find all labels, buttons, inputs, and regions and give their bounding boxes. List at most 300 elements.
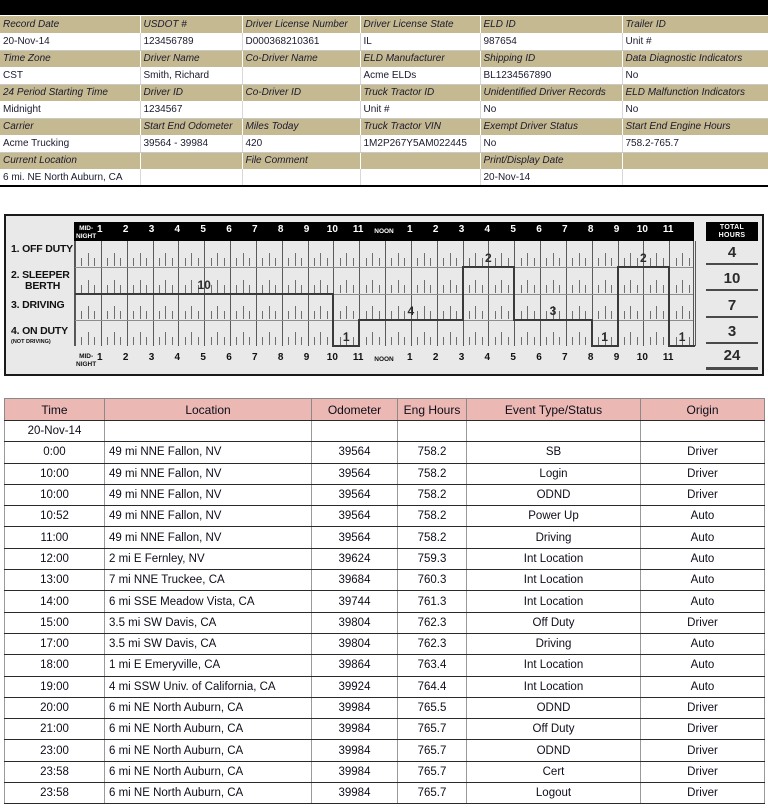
events-cell-eng-hours: 759.3 [398, 548, 467, 569]
grid-quarter-tick [224, 258, 225, 266]
info-value-eld-id: 987654 [480, 33, 622, 50]
duty-status-transition [513, 266, 515, 321]
grid-quarter-tick [133, 258, 134, 266]
events-cell-origin: Driver [641, 761, 765, 782]
top-black-bar [0, 0, 768, 15]
events-cell-eng-hours: 758.2 [398, 463, 467, 484]
grid-quarter-tick [424, 280, 425, 293]
grid-quarter-tick [172, 258, 173, 266]
grid-quarter-tick [327, 337, 328, 345]
events-cell-eng-hours: 765.5 [398, 697, 467, 718]
grid-quarter-tick [288, 337, 289, 345]
grid-quarter-tick [475, 332, 476, 345]
events-cell-eng-hours: 762.3 [398, 612, 467, 633]
grid-quarter-tick [656, 253, 657, 266]
events-cell-location: 3.5 mi SW Davis, CA [105, 633, 312, 654]
grid-quarter-tick [559, 337, 560, 345]
total-hours-rule [706, 342, 758, 344]
grid-quarter-tick [249, 258, 250, 266]
grid-quarter-tick [120, 311, 121, 319]
events-col-location[interactable]: Location [105, 399, 312, 421]
grid-quarter-tick [663, 311, 664, 319]
grid-quarter-tick [379, 311, 380, 319]
grid-quarter-tick [346, 280, 347, 293]
total-hours-line1: TOTAL [719, 223, 745, 231]
grid-quarter-tick [443, 337, 444, 345]
axis-label-midnight-line2: NIGHT [76, 360, 97, 368]
events-date-row-blank [467, 421, 641, 442]
events-cell-eng-hours: 760.3 [398, 570, 467, 591]
events-cell-origin: Driver [641, 783, 765, 804]
info-label-driver-id: Driver ID [140, 84, 242, 101]
info-label-eld-id: ELD ID [480, 16, 622, 33]
grid-quarter-tick [579, 253, 580, 266]
events-date-row [5, 421, 765, 442]
events-col-eng-hours[interactable]: Eng Hours [398, 399, 467, 421]
info-label-eld-malfunction-indicators: ELD Malfunction Indicators [622, 84, 768, 101]
axis-hour-4: 4 [174, 352, 181, 363]
grid-quarter-tick [404, 285, 405, 293]
grid-quarter-tick [269, 253, 270, 266]
info-value-trailer-id: Unit # [622, 33, 768, 50]
duty-status-transition [591, 319, 593, 347]
axis-hour-10: 10 [326, 224, 338, 235]
events-col-origin[interactable]: Origin [641, 399, 765, 421]
events-cell-time: 12:00 [5, 548, 105, 569]
grid-quarter-tick [475, 253, 476, 266]
events-cell-time: 13:00 [5, 570, 105, 591]
axis-hour-13: 1 [407, 352, 413, 363]
table-row[interactable] [5, 506, 765, 527]
events-cell-eng-hours: 764.4 [398, 676, 467, 697]
events-cell-location: 6 mi SSE Meadow Vista, CA [105, 591, 312, 612]
events-cell-location: 2 mi E Fernley, NV [105, 548, 312, 569]
grid-quarter-tick [353, 311, 354, 319]
duty-row-number: 3. [11, 299, 23, 311]
grid-quarter-tick [572, 258, 573, 266]
grid-quarter-tick [107, 337, 108, 345]
grid-quarter-tick [107, 258, 108, 266]
grid-quarter-tick [314, 337, 315, 345]
grid-quarter-tick [585, 337, 586, 345]
grid-quarter-tick [430, 311, 431, 319]
events-cell-odometer: 39864 [312, 655, 398, 676]
grid-quarter-tick [353, 285, 354, 293]
axis-hour-18: 6 [536, 352, 542, 363]
total-hours-sleeper: 10 [723, 270, 741, 287]
events-cell-odometer: 39924 [312, 676, 398, 697]
axis-hour-21: 9 [613, 352, 620, 363]
events-cell-odometer: 39564 [312, 442, 398, 463]
info-value-driver-id: 1234567 [140, 101, 242, 118]
events-cell-origin: Driver [641, 740, 765, 761]
grid-quarter-tick [366, 285, 367, 293]
events-cell-eng-hours: 758.2 [398, 527, 467, 548]
grid-quarter-tick [495, 285, 496, 293]
grid-quarter-tick [450, 253, 451, 266]
grid-quarter-tick [624, 258, 625, 266]
axis-hour-3: 3 [148, 352, 155, 363]
grid-quarter-tick [527, 306, 528, 319]
grid-quarter-tick [527, 332, 528, 345]
info-value-empty [360, 169, 480, 186]
grid-quarter-tick [275, 285, 276, 293]
grid-quarter-tick [288, 311, 289, 319]
grid-quarter-tick [391, 311, 392, 319]
events-cell-eng-hours: 758.2 [398, 484, 467, 505]
axis-hour-8: 8 [277, 224, 284, 235]
grid-quarter-tick [146, 285, 147, 293]
info-value-truck-tractor-vin: 1M2P267Y5AM022445 [360, 135, 480, 152]
grid-quarter-tick [340, 258, 341, 266]
info-label-current-location: Current Location [0, 152, 140, 169]
grid-quarter-tick [185, 285, 186, 293]
grid-quarter-tick [107, 311, 108, 319]
grid-quarter-tick [572, 285, 573, 293]
duty-status-segment-2 [75, 293, 333, 295]
events-cell-odometer: 39624 [312, 548, 398, 569]
grid-quarter-tick [417, 258, 418, 266]
grid-quarter-tick [191, 280, 192, 293]
grid-quarter-tick [443, 258, 444, 266]
grid-quarter-tick [624, 337, 625, 345]
axis-hour-16: 4 [484, 352, 491, 363]
grid-quarter-tick [236, 258, 237, 266]
table-row[interactable] [5, 548, 765, 569]
grid-quarter-tick [559, 311, 560, 319]
grid-quarter-tick [288, 258, 289, 266]
table-row[interactable] [5, 591, 765, 612]
table-row[interactable] [5, 612, 765, 633]
grid-quarter-tick [417, 311, 418, 319]
events-cell-location: 6 mi NE North Auburn, CA [105, 719, 312, 740]
grid-quarter-tick [314, 258, 315, 266]
events-cell-odometer: 39984 [312, 783, 398, 804]
events-cell-time: 10:52 [5, 506, 105, 527]
grid-quarter-tick [185, 311, 186, 319]
grid-quarter-tick [249, 337, 250, 345]
events-cell-origin: Driver [641, 484, 765, 505]
table-row[interactable] [5, 719, 765, 740]
events-cell-eng-hours: 765.7 [398, 719, 467, 740]
grid-quarter-tick [689, 258, 690, 266]
grid-quarter-tick [546, 285, 547, 293]
grid-quarter-tick [456, 258, 457, 266]
info-value-time-zone: CST [0, 67, 140, 84]
info-value-start-end-odometer: 39564 - 39984 [140, 135, 242, 152]
axis-hour-13: 1 [407, 224, 413, 235]
grid-quarter-tick [269, 332, 270, 345]
grid-quarter-tick [630, 306, 631, 319]
events-cell-event: SB [467, 442, 641, 463]
events-cell-event: ODND [467, 740, 641, 761]
events-cell-location: 49 mi NNE Fallon, NV [105, 527, 312, 548]
events-date-row-blank [398, 421, 467, 442]
grid-quarter-tick [656, 280, 657, 293]
events-cell-event: Driving [467, 633, 641, 654]
duty-row-number: 1. [11, 243, 23, 255]
table-row[interactable] [5, 463, 765, 484]
table-row[interactable] [5, 570, 765, 591]
table-row[interactable] [5, 633, 765, 654]
info-label-print-display-date: Print/Display Date [480, 152, 622, 169]
grid-quarter-tick [682, 280, 683, 293]
grid-quarter-tick [585, 311, 586, 319]
events-col-time[interactable]: Time [5, 399, 105, 421]
grid-quarter-tick [172, 285, 173, 293]
events-cell-location: 49 mi NNE Fallon, NV [105, 506, 312, 527]
grid-quarter-tick [656, 306, 657, 319]
info-label-truck-tractor-id: Truck Tractor ID [360, 84, 480, 101]
duty-segment-hours-label: 2 [484, 251, 492, 266]
info-value-co-driver-id [242, 101, 360, 118]
grid-quarter-tick [475, 306, 476, 319]
grid-quarter-tick [159, 311, 160, 319]
grid-quarter-tick [663, 337, 664, 345]
grid-quarter-tick [243, 332, 244, 345]
axis-label-midnight [76, 225, 96, 240]
table-row[interactable] [5, 655, 765, 676]
axis-hour-4: 4 [174, 224, 181, 235]
duty-segment-hours-label: 1 [342, 330, 350, 344]
duty-row-label-sleeper [11, 270, 70, 292]
events-cell-origin: Auto [641, 591, 765, 612]
grid-quarter-tick [185, 258, 186, 266]
axis-hour-8: 8 [277, 352, 284, 363]
grid-quarter-tick [288, 285, 289, 293]
grid-quarter-tick [630, 280, 631, 293]
grid-quarter-tick [559, 258, 560, 266]
grid-quarter-tick [534, 337, 535, 345]
events-cell-time: 23:58 [5, 761, 105, 782]
grid-quarter-tick [81, 337, 82, 345]
grid-quarter-tick [133, 285, 134, 293]
info-value-unidentified-driver-records: No [480, 101, 622, 118]
events-cell-time: 20:00 [5, 697, 105, 718]
events-cell-location: 6 mi NE North Auburn, CA [105, 783, 312, 804]
grid-quarter-tick [585, 285, 586, 293]
grid-quarter-tick [579, 280, 580, 293]
grid-quarter-tick [572, 311, 573, 319]
grid-quarter-tick [379, 285, 380, 293]
info-label-exempt-driver-status: Exempt Driver Status [480, 118, 622, 135]
grid-quarter-tick [585, 258, 586, 266]
info-value-24-period-starting-time: Midnight [0, 101, 140, 118]
duty-row-label-off-duty [11, 244, 73, 255]
info-label-driver-license-number: Driver License Number [242, 16, 360, 33]
table-row[interactable] [5, 761, 765, 782]
info-value-row [0, 101, 768, 118]
grid-quarter-tick [146, 258, 147, 266]
grid-quarter-tick [133, 311, 134, 319]
total-hours-rule [706, 289, 758, 291]
grid-quarter-tick [275, 258, 276, 266]
info-value-eld-malfunction-indicators: No [622, 101, 768, 118]
grid-quarter-tick [508, 285, 509, 293]
table-row[interactable] [5, 484, 765, 505]
events-col-odometer[interactable]: Odometer [312, 399, 398, 421]
events-cell-odometer: 39564 [312, 527, 398, 548]
grid-quarter-tick [249, 311, 250, 319]
duty-row-name: ON DUTY [22, 325, 68, 337]
table-row[interactable] [5, 697, 765, 718]
grid-quarter-tick [501, 253, 502, 266]
info-value-truck-tractor-id: Unit # [360, 101, 480, 118]
info-value-file-comment [242, 169, 360, 186]
info-value-shipping-id: BL1234567890 [480, 67, 622, 84]
events-cell-event: Off Duty [467, 719, 641, 740]
events-cell-time: 10:00 [5, 484, 105, 505]
grid-quarter-tick [501, 332, 502, 345]
table-row[interactable] [5, 442, 765, 463]
grid-quarter-tick [637, 311, 638, 319]
info-value-exempt-driver-status: No [480, 135, 622, 152]
info-label-start-end-engine-hours: Start End Engine Hours [622, 118, 768, 135]
grid-quarter-tick [191, 306, 192, 319]
total-hours-rule [706, 263, 758, 265]
grid-quarter-tick [579, 332, 580, 345]
grid-quarter-tick [211, 311, 212, 319]
grid-quarter-tick [88, 280, 89, 293]
grid-quarter-tick [650, 285, 651, 293]
axis-hour-19: 7 [562, 224, 568, 235]
grid-quarter-tick [159, 337, 160, 345]
grid-quarter-tick [450, 306, 451, 319]
info-value-row [0, 67, 768, 84]
events-cell-event: Driving [467, 527, 641, 548]
axis-hour-7: 7 [252, 352, 258, 363]
grid-quarter-tick [682, 253, 683, 266]
events-cell-event: Cert [467, 761, 641, 782]
grid-quarter-tick [482, 311, 483, 319]
grid-quarter-tick [81, 285, 82, 293]
grid-quarter-tick [508, 311, 509, 319]
grid-quarter-tick [482, 337, 483, 345]
grid-quarter-tick [624, 285, 625, 293]
grid-quarter-tick [146, 337, 147, 345]
grid-quarter-tick [656, 332, 657, 345]
grid-quarter-tick [262, 337, 263, 345]
grid-quarter-tick [262, 258, 263, 266]
grid-quarter-tick [443, 285, 444, 293]
info-label-trailer-id: Trailer ID [622, 16, 768, 33]
grid-quarter-tick [301, 285, 302, 293]
grid-quarter-tick [88, 253, 89, 266]
grid-quarter-tick [340, 311, 341, 319]
grid-quarter-tick [521, 285, 522, 293]
grid-quarter-tick [379, 258, 380, 266]
grid-quarter-tick [114, 253, 115, 266]
grid-quarter-tick [676, 311, 677, 319]
grid-quarter-tick [676, 258, 677, 266]
events-cell-location: 6 mi NE North Auburn, CA [105, 697, 312, 718]
events-cell-time: 18:00 [5, 655, 105, 676]
events-cell-eng-hours: 762.3 [398, 633, 467, 654]
axis-hour-6: 6 [226, 352, 232, 363]
grid-quarter-tick [398, 253, 399, 266]
grid-quarter-tick [295, 253, 296, 266]
table-row[interactable] [5, 740, 765, 761]
total-hours-grand-total: 24 [723, 347, 741, 364]
axis-label-midnight-line1: MID- [79, 225, 94, 232]
grid-quarter-tick [185, 337, 186, 345]
grid-quarter-tick [120, 285, 121, 293]
grid-quarter-tick [140, 280, 141, 293]
axis-hour-10: 10 [326, 352, 338, 363]
info-value-driver-license-state: IL [360, 33, 480, 50]
info-label-data-diagnostic-indicators: Data Diagnostic Indicators [622, 50, 768, 67]
grid-quarter-tick [107, 285, 108, 293]
duty-status-grid[interactable] [74, 241, 694, 346]
events-cell-time: 21:00 [5, 719, 105, 740]
grid-quarter-tick [372, 280, 373, 293]
grid-quarter-tick [456, 285, 457, 293]
events-cell-time: 0:00 [5, 442, 105, 463]
grid-quarter-tick [340, 285, 341, 293]
events-cell-odometer: 39564 [312, 506, 398, 527]
info-value-driver-name: Smith, Richard [140, 67, 242, 84]
events-cell-odometer: 39984 [312, 740, 398, 761]
grid-quarter-tick [521, 337, 522, 345]
info-value-empty [140, 169, 242, 186]
events-col-event-type-status[interactable]: Event Type/Status [467, 399, 641, 421]
events-cell-odometer: 39984 [312, 719, 398, 740]
grid-quarter-tick [469, 337, 470, 345]
grid-quarter-tick [398, 332, 399, 345]
grid-quarter-tick [114, 306, 115, 319]
events-cell-odometer: 39804 [312, 612, 398, 633]
grid-quarter-tick [682, 306, 683, 319]
events-date-row-blank [641, 421, 765, 442]
total-hours-grand-rule [706, 367, 758, 370]
grid-quarter-tick [553, 332, 554, 345]
grid-quarter-tick [611, 258, 612, 266]
axis-hour-18: 6 [536, 224, 542, 235]
grid-quarter-tick [301, 337, 302, 345]
axis-label-midnight-line2: NIGHT [76, 232, 97, 240]
grid-quarter-tick [637, 285, 638, 293]
axis-label-noon: NOON [374, 356, 394, 363]
grid-quarter-tick [630, 332, 631, 345]
grid-quarter-tick [165, 253, 166, 266]
table-row[interactable] [5, 783, 765, 804]
info-value-empty [622, 169, 768, 186]
grid-quarter-tick [391, 337, 392, 345]
grid-hour-line-24 [695, 241, 696, 346]
grid-quarter-tick [495, 311, 496, 319]
events-cell-event: Logout [467, 783, 641, 804]
grid-quarter-tick [191, 332, 192, 345]
grid-quarter-tick [501, 280, 502, 293]
info-value-data-diagnostic-indicators: No [622, 67, 768, 84]
info-label-shipping-id: Shipping ID [480, 50, 622, 67]
grid-quarter-tick [598, 311, 599, 319]
grid-quarter-tick [546, 258, 547, 266]
grid-quarter-tick [269, 306, 270, 319]
info-value-row [0, 33, 768, 50]
grid-quarter-tick [676, 337, 677, 345]
axis-hour-17: 5 [510, 352, 516, 363]
table-row[interactable] [5, 676, 765, 697]
axis-label-noon: NOON [374, 228, 394, 235]
events-cell-odometer: 39984 [312, 761, 398, 782]
table-row[interactable] [5, 527, 765, 548]
grid-quarter-tick [211, 258, 212, 266]
duty-status-graph-panel [4, 214, 764, 376]
grid-quarter-tick [417, 337, 418, 345]
grid-quarter-tick [553, 253, 554, 266]
events-cell-event: Off Duty [467, 612, 641, 633]
